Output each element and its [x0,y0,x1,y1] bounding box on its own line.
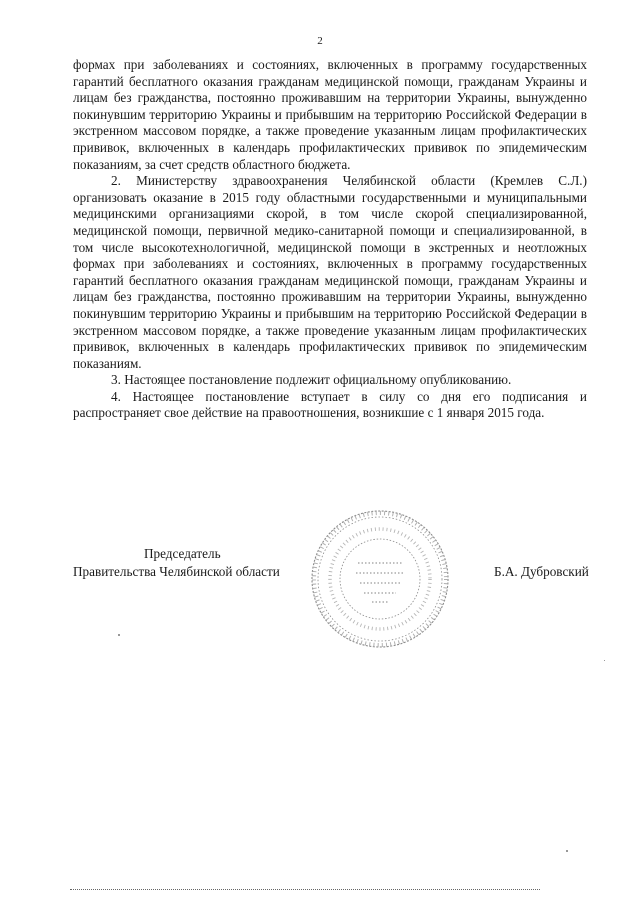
page-bottom-rule [70,889,540,890]
signatory-title-line2: Правительства Челябинской области [73,564,280,579]
signatory-name: Б.А. Дубровский [494,564,589,579]
paragraph-item-2: 2. Министерству здравоохранения Челябинской области (Кремлев С.Л.) организовать оказание в 2015 году областными государственными и муниципальными медицинскими организациями скорой, в том числе скорой специализированной, медицинской помощи, первичной медико-санитарной помощи и специализированной, в том числе высокотехнологичной, медицинской помощи в экстренных и неотложных формах при заболеваниях и состояниях, включенных в программу государственных гарантий бесплатного оказания гражданам медицинской помощи, гражданам Украины и лицам без гражданства, постоянно проживавшим на территории Украины, вынужденно покинувшим территорию Украины и прибывшим на территорию Российской Федерации в экстренном массовом порядке, а также проведение указанным лицам профилактических прививок, включенных в календарь профилактических прививок по эпидемическим показаниям. [73,173,587,371]
paragraph-continuation: формах при заболеваниях и состояниях, включенных в программу государственных гарантий бесплатного оказания гражданам медицинской помощи, гражданам Украины и лицам без гражданства, постоянно проживавшим на территории Украины, вынужденно покинувшим территорию Украины и прибывшим на территорию Российской Федерации в экстренном массовом порядке, а также проведение указанным лицам профилактических прививок, включенных в календарь профилактических прививок по эпидемическим показаниям, за счет средств областного бюджета. [73,57,587,172]
paragraph-item-4: 4. Настоящее постановление вступает в силу со дня его подписания и распространяет свое действие на правоотношения, возникшие с 1 января 2015 года. [73,388,587,421]
document-body [73,57,587,422]
paragraph-item-3: 3. Настоящее постановление подлежит официальному опубликованию. [111,372,512,388]
signatory-title-line1: Председатель [144,546,221,561]
scan-speck [566,850,568,852]
page-number: 2 [317,35,323,47]
official-seal-stamp [306,505,454,653]
signatory-title [73,545,313,581]
scan-speck [604,660,605,661]
scan-speck [118,634,120,636]
